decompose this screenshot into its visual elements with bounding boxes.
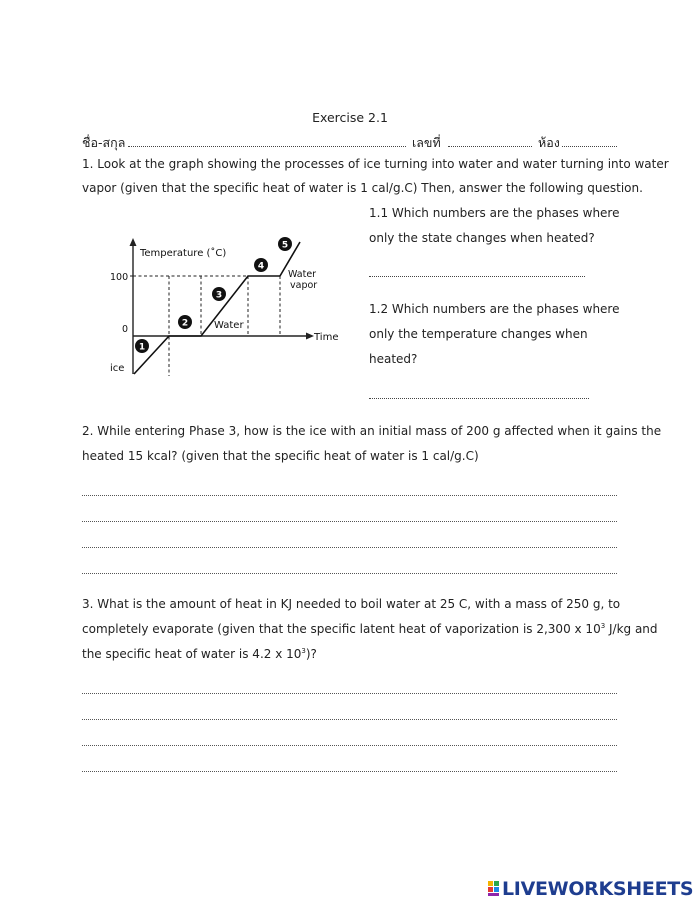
q3-text-line2-a: completely evaporate (given that the specific latent heat of vaporization is 2,300 x 10: [82, 622, 601, 636]
q3-text-line3-b: )?: [305, 647, 317, 661]
room-answer-line[interactable]: [562, 146, 617, 147]
q2-answer-line-3[interactable]: [82, 547, 617, 548]
label-ice: ice: [110, 363, 125, 374]
q12-answer-line[interactable]: [369, 398, 589, 399]
phase-marker-4: [254, 258, 268, 272]
q3-exponent-2: 3: [301, 647, 306, 655]
q12-text-line1: 1.2 Which numbers are the phases where: [369, 302, 620, 316]
tick-label-0: 0: [122, 324, 129, 335]
q3-answer-line-1[interactable]: [82, 693, 617, 694]
exercise-title: Exercise 2.1: [312, 110, 388, 125]
q3-exponent-1: 3: [600, 622, 606, 630]
q3-text-line2-b: J/kg and: [605, 622, 658, 636]
phase-number-2: 2: [181, 318, 189, 329]
q3-text-line3: [82, 647, 317, 661]
x-axis-label: Time: [314, 332, 339, 343]
label-water-vapor-2: vapor: [290, 280, 318, 291]
heating-curve: [134, 242, 300, 374]
phase-number-1: 1: [138, 342, 146, 353]
q1-text-line2: vapor (given that the specific heat of water is 1 cal/g.C) Then, answer the following question.: [82, 181, 643, 195]
number-label: เลขที่: [412, 135, 441, 150]
label-water: Water: [214, 320, 244, 331]
q3-text-line2: [82, 622, 658, 636]
q2-answer-line-2[interactable]: [82, 521, 617, 522]
q11-text-line1: 1.1 Which numbers are the phases where: [369, 206, 620, 220]
room-label: ห้อง: [538, 135, 560, 150]
q2-answer-line-1[interactable]: [82, 495, 617, 496]
phase-marker-5: [278, 237, 292, 251]
y-axis-label: Temperature (˚C): [140, 248, 227, 259]
q12-text-line3: heated?: [369, 352, 418, 366]
q3-answer-line-3[interactable]: [82, 745, 617, 746]
q11-text-line2: only the state changes when heated?: [369, 231, 595, 245]
label-water-vapor-1: Water: [288, 269, 317, 280]
phase-marker-1: [135, 339, 149, 353]
phase-marker-3: [212, 287, 226, 301]
liveworksheets-logo-icon: [488, 881, 500, 897]
q3-text-line1: 3. What is the amount of heat in KJ needed to boil water at 25 C, with a mass of 250 g, to: [82, 597, 621, 611]
q2-text-line1: 2. While entering Phase 3, how is the ice with an initial mass of 200 g affected when it gains the: [82, 424, 662, 438]
q3-answer-line-4[interactable]: [82, 771, 617, 772]
number-answer-line[interactable]: [448, 146, 532, 147]
y-axis-arrow-icon: [130, 238, 137, 246]
liveworksheets-logo-text[interactable]: LIVEWORKSHEETS: [502, 878, 694, 900]
q1-text-line1: 1. Look at the graph showing the processes of ice turning into water and water turning into water: [82, 157, 669, 171]
x-axis-arrow-icon: [306, 333, 314, 340]
tick-label-100: 100: [110, 272, 129, 283]
q11-answer-line[interactable]: [369, 276, 585, 277]
q3-text-line3-a: the specific heat of water is 4.2 x 10: [82, 647, 302, 661]
name-answer-line[interactable]: [128, 146, 406, 147]
heating-curve-graph: [104, 232, 340, 380]
phase-number-4: 4: [257, 261, 265, 272]
name-label: ชื่อ-สกุล: [82, 135, 126, 150]
q2-text-line2: heated 15 kcal? (given that the specific heat of water is 1 cal/g.C): [82, 449, 479, 463]
q3-answer-line-2[interactable]: [82, 719, 617, 720]
q2-answer-line-4[interactable]: [82, 573, 617, 574]
q12-text-line2: only the temperature changes when: [369, 327, 588, 341]
phase-number-3: 3: [215, 290, 223, 301]
phase-marker-2: [178, 315, 192, 329]
phase-number-5: 5: [281, 240, 289, 251]
